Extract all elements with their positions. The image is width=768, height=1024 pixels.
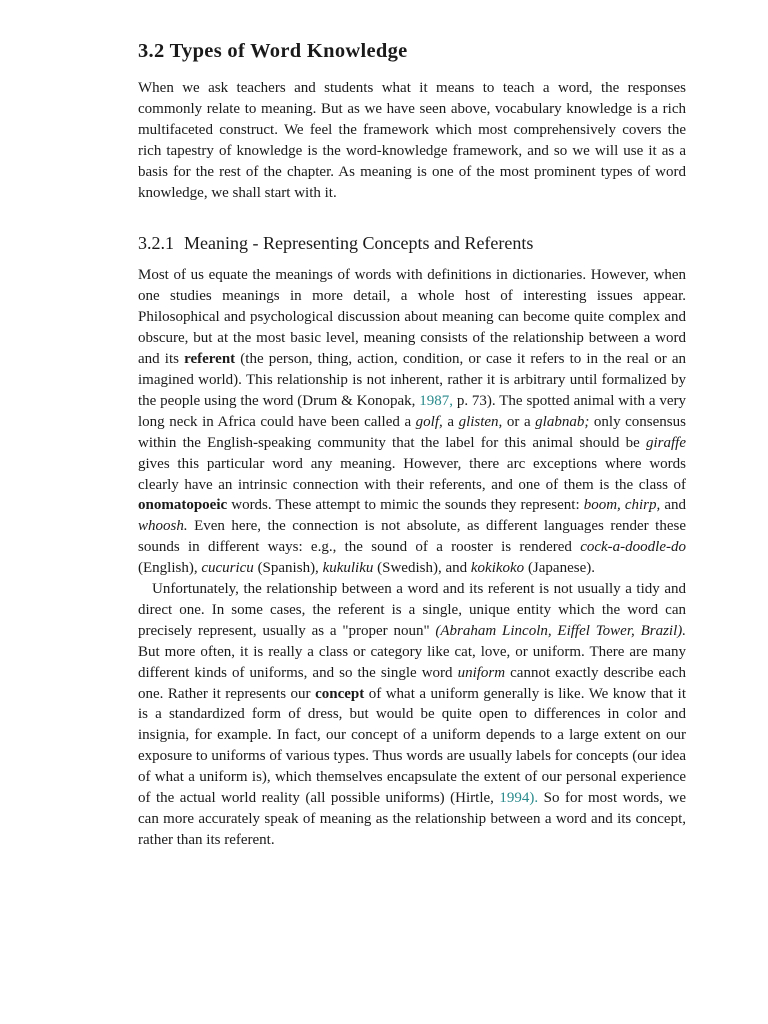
example-golf: golf, <box>415 413 443 430</box>
text-run: p. 73). The spotted animal with a very long neck in Africa could have been called a <box>138 392 686 430</box>
example-sounds: boom, chirp, <box>583 497 661 514</box>
subsection-title <box>138 231 686 255</box>
section-intro-paragraph: When we ask teachers and students what it means to teach a word, the responses commonly relate to meaning. But as we have seen above, vocabulary knowledge is a rich multifaceted construct. We feel the framework which most comprehensively covers the rich tapestry of knowledge is the word-knowledge framework, and so we will use it as a basis for the rest of the chapter. As meaning is one of the most prominent types of word knowledge, we shall start with it. <box>138 80 686 201</box>
meaning-paragraph-1 <box>138 265 686 579</box>
meaning-paragraph-2 <box>138 579 686 851</box>
example-english-rooster: cock-a-doodle-do <box>580 539 686 556</box>
example-giraffe: giraffe <box>646 434 686 451</box>
text-run: (English), <box>138 560 202 577</box>
text-run: gives this particular word any meaning. However, there arc exceptions where words clearly have an intrinsic connection with their referents, and one of them is the class of <box>138 455 686 493</box>
example-whoosh: whoosh. <box>138 518 188 535</box>
example-spanish-rooster: cucuricu <box>201 560 254 577</box>
text-run: Most of us equate the meanings of words with definitions in dictionaries. However, when one studies meanings in more detail, a whole host of interesting issues appear. Philosophical and psychological discussion about meaning can become quite complex and obscure, but at the most basic level, meaning consists of the relationship between a word and its <box>138 267 686 368</box>
section-number: 3.2 <box>138 40 165 62</box>
text-run: Unfortunately, the relationship between a word and its referent is not usually a tidy and direct one. In some cases, the referent is a single, unique entity which the word can precisely represent, usually as a "proper noun" <box>138 581 686 639</box>
section-title-text: Types of Word Knowledge <box>169 40 408 62</box>
proper-noun-examples: (Abraham Lincoln, Eiffel Tower, Brazil). <box>435 622 686 639</box>
example-swedish-rooster: kukuliku <box>322 560 374 577</box>
text-run: Even here, the connection is not absolute, as different languages render these sounds in different ways: e.g., the sound of a rooster is rendered <box>138 518 686 556</box>
text-run: (the person, thing, action, condition, or case it refers to in the real or an imagined world). This relationship is not inherent, rather it is arbitrary until formalized by the people using the word (Drum & Konopak, <box>138 351 686 409</box>
text-run: (Spanish), <box>253 560 323 577</box>
text-run: a <box>442 413 459 430</box>
text-run: (Swedish), and <box>373 560 471 577</box>
subsection-number: 3.2.1 <box>138 233 174 254</box>
text-run: words. These attempt to mimic the sounds they represent: <box>227 497 584 514</box>
term-concept: concept <box>315 685 365 702</box>
text-run: (Japanese). <box>524 560 595 577</box>
text-run: cannot exactly describe each one. Rather it represents our <box>138 664 686 702</box>
text-run: or a <box>502 413 536 430</box>
term-onomatopoeic: onomatopoeic <box>138 497 228 514</box>
document-page <box>138 38 686 851</box>
section-title <box>138 38 686 64</box>
term-referent: referent <box>184 351 236 368</box>
example-glisten: glisten, <box>458 413 503 430</box>
text-run: of what a uniform generally is like. We know that it is a standardized form of dress, but would be quite open to differences in color and insignia, for example. In fact, our concept of a uniform depends to a large extent on our exposure to uniforms of various types. Thus words are usually labels for concepts (our idea of what a uniform is), which themselves encapsulate the extent of our personal experience of the actual world reality (all possible uniforms) (Hirtle, <box>138 685 686 807</box>
example-japanese-rooster: kokikoko <box>470 560 525 577</box>
text-run: So for most words, we can more accurately speak of meaning as the relationship between a word and its concept, rather than its referent. <box>138 790 686 848</box>
example-glabnab: glabnab; <box>535 413 590 430</box>
citation-year-link[interactable]: 1987, <box>419 392 453 409</box>
text-run: only consensus within the English-speaking community that the label for this animal should be <box>138 413 686 451</box>
subsection-title-text: Meaning - Representing Concepts and Referents <box>184 233 534 254</box>
text-run: and <box>660 497 686 514</box>
citation-year-link[interactable]: 1994). <box>499 790 539 807</box>
text-run: But more often, it is really a class or category like cat, love, or uniform. There are many different kinds of uniforms, and so the single word <box>138 643 686 681</box>
example-uniform: uniform <box>457 664 506 681</box>
